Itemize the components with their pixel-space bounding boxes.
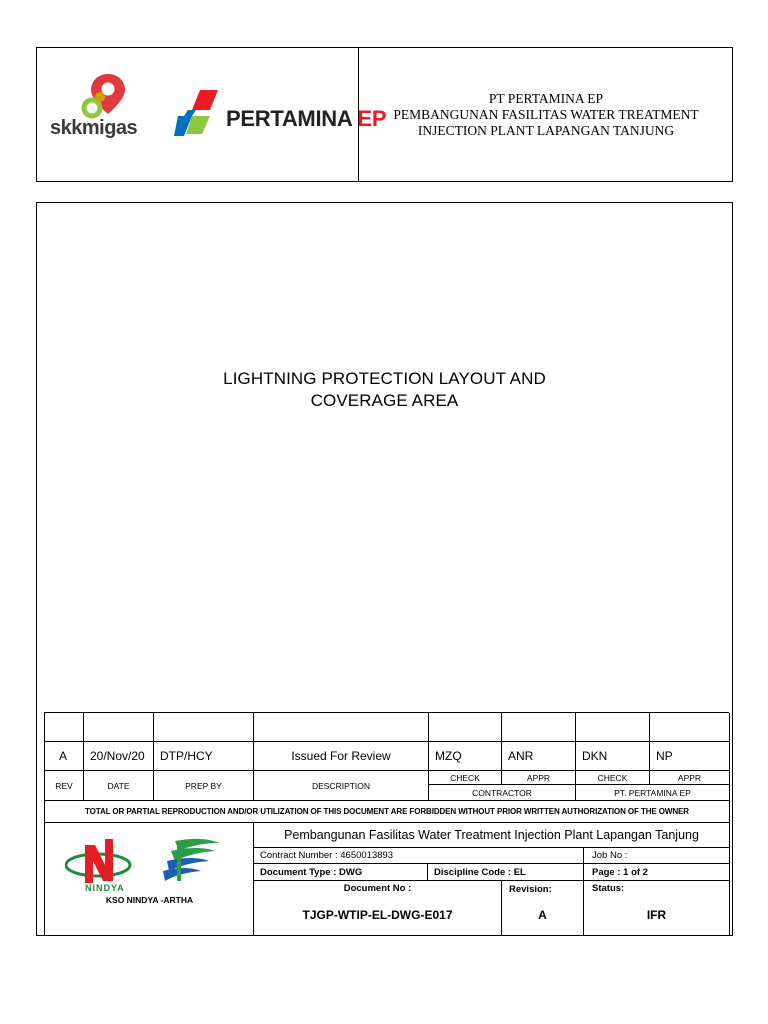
empty-appr2-cell — [650, 713, 730, 742]
header-title-line1: PT PERTAMINA EP — [488, 91, 604, 106]
contractor-label: CONTRACTOR — [429, 785, 576, 801]
empty-date-cell — [84, 713, 154, 742]
reproduction-notice: TOTAL OR PARTIAL REPRODUCTION AND/OR UTILIZATION OF THIS DOCUMENT ARE FORBIDDEN WITHOUT PRIOR WRITTEN AUTHORIZATION OF THE OWNER — [45, 801, 730, 823]
artha-logo — [155, 835, 221, 883]
check-owner-label: CHECK — [576, 771, 650, 785]
skkmigas-wordmark: skkmigas — [50, 117, 138, 139]
contract-number: Contract Number : 4650013893 — [254, 848, 584, 864]
appr-owner-label: APPR — [650, 771, 730, 785]
appr-owner-value: NP — [650, 742, 730, 771]
empty-appr1-cell — [502, 713, 576, 742]
document-title-line1: LIGHTNING PROTECTION LAYOUT AND — [223, 369, 546, 388]
document-no-value: TJGP-WTIP-EL-DWG-E017 — [302, 908, 453, 922]
description-value: Issued For Review — [254, 742, 429, 771]
pertamina-logo — [174, 88, 387, 140]
discipline-code: Discipline Code : EL — [428, 864, 584, 881]
nindya-mark-icon — [65, 835, 135, 887]
check-contractor-value: MZQ — [429, 742, 502, 771]
document-no-cell — [254, 881, 502, 936]
pertamina-mark-icon — [174, 88, 222, 138]
document-no-label: Document No : — [343, 883, 412, 894]
job-no: Job No : — [584, 848, 730, 864]
empty-check2-cell — [576, 713, 650, 742]
document-title — [36, 367, 733, 413]
date-value: 20/Nov/20 — [84, 742, 154, 771]
header-title-block — [359, 91, 733, 139]
empty-prep-cell — [154, 713, 254, 742]
revision-cell — [502, 881, 584, 936]
rev-label: REV — [45, 771, 84, 801]
title-block — [44, 712, 729, 935]
description-label: DESCRIPTION — [254, 771, 429, 801]
project-name: Pembangunan Fasilitas Water Treatment Injection Plant Lapangan Tanjung — [254, 823, 730, 848]
document-type: Document Type : DWG — [254, 864, 428, 881]
skkmigas-logo — [48, 70, 158, 145]
check-owner-value: DKN — [576, 742, 650, 771]
appr-contractor-value: ANR — [502, 742, 576, 771]
header-title-line3: INJECTION PLANT LAPANGAN TANJUNG — [417, 123, 675, 138]
revision-value: A — [538, 908, 547, 922]
header-title-line2: PEMBANGUNAN FASILITAS WATER TREATMENT — [393, 107, 699, 122]
empty-rev-cell — [45, 713, 84, 742]
empty-desc-cell — [254, 713, 429, 742]
appr-contractor-label: APPR — [502, 771, 576, 785]
page-number: Page : 1 of 2 — [584, 864, 730, 881]
kso-logo-cell — [45, 823, 254, 936]
owner-label: PT. PERTAMINA EP — [576, 785, 730, 801]
kso-label: KSO NINDYA -ARTHA — [105, 895, 194, 905]
revision-label: Revision: — [509, 884, 552, 895]
status-label: Status: — [592, 883, 625, 894]
status-cell — [584, 881, 730, 936]
document-title-line2: COVERAGE AREA — [310, 391, 459, 410]
prep-by-label: PREP BY — [154, 771, 254, 801]
pertamina-ep: EP — [357, 106, 387, 131]
check-contractor-label: CHECK — [429, 771, 502, 785]
date-label: DATE — [84, 771, 154, 801]
nindya-wordmark: NINDYA — [85, 883, 125, 893]
rev-value: A — [45, 742, 84, 771]
prep-by-value: DTP/HCY — [154, 742, 254, 771]
status-value: IFR — [646, 908, 667, 922]
artha-mark-icon — [155, 835, 221, 883]
pertamina-word: PERTAMINA — [226, 106, 352, 131]
empty-check1-cell — [429, 713, 502, 742]
nindya-logo — [65, 835, 135, 897]
